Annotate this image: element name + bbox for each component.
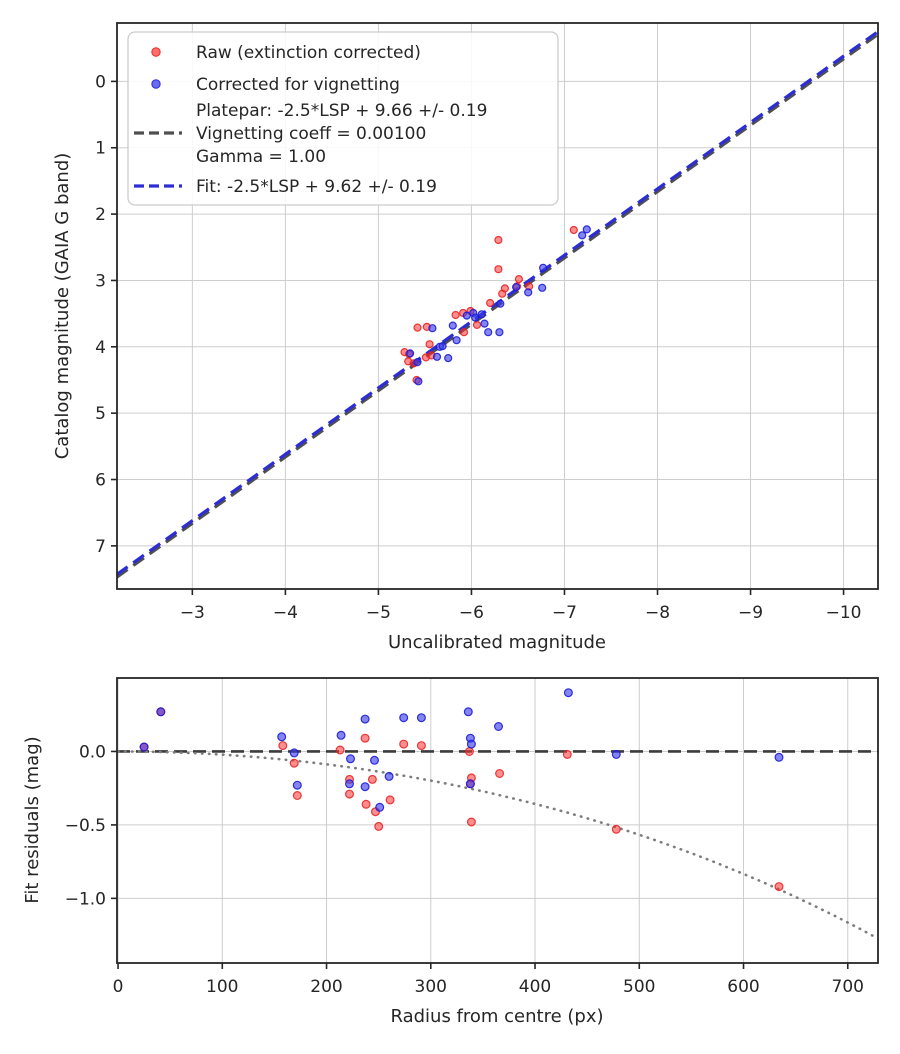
model-lines xyxy=(117,751,878,938)
x-tick-label: −10 xyxy=(825,603,862,623)
blue-point xyxy=(293,781,301,789)
red-point xyxy=(461,329,468,336)
x-tick-label: −3 xyxy=(179,603,205,623)
red-point xyxy=(369,776,377,784)
blue-point xyxy=(371,756,379,764)
blue-point xyxy=(467,780,475,788)
y-tick-label: 7 xyxy=(95,536,106,557)
blue-point xyxy=(157,708,165,716)
red-point xyxy=(487,300,494,307)
x-tick-label: 0 xyxy=(112,977,124,997)
blue-point xyxy=(278,733,286,741)
axis-ticks xyxy=(65,742,864,997)
blue-point xyxy=(414,359,421,366)
y-tick-label: 6 xyxy=(95,470,106,491)
red-point xyxy=(474,321,481,328)
blue-point xyxy=(472,314,479,321)
legend xyxy=(128,32,558,205)
blue-point xyxy=(347,755,355,763)
blue-point xyxy=(497,300,504,307)
y-tick-label: 2 xyxy=(95,205,106,226)
x-axis-label: Radius from centre (px) xyxy=(390,1006,604,1027)
raw-marker-icon xyxy=(152,48,160,56)
red-point xyxy=(570,227,577,234)
red-point xyxy=(495,237,502,244)
y-tick-label: 0 xyxy=(95,72,106,93)
red-point xyxy=(612,825,620,833)
blue-point xyxy=(540,264,547,271)
y-tick-label: 3 xyxy=(95,271,106,292)
blue-point xyxy=(439,343,446,350)
blue-point xyxy=(453,337,460,344)
red-point xyxy=(346,790,354,798)
series-red xyxy=(401,227,577,384)
legend-platepar-line3: Gamma = 1.00 xyxy=(196,147,327,167)
x-tick-label: 500 xyxy=(623,977,656,997)
y-tick-label: −0.5 xyxy=(64,815,106,836)
blue-point xyxy=(478,311,485,318)
red-point xyxy=(426,341,433,348)
y-axis-label: Fit residuals (mag) xyxy=(22,736,43,904)
vignetting-model-curve xyxy=(118,752,877,939)
series-blue xyxy=(140,689,783,811)
blue-point xyxy=(445,355,452,362)
x-tick-label: 300 xyxy=(414,977,448,997)
red-point xyxy=(279,742,287,750)
series-red xyxy=(140,708,783,891)
blue-point xyxy=(583,226,590,233)
blue-point xyxy=(415,378,422,385)
y-tick-label: 4 xyxy=(95,337,106,358)
red-point xyxy=(468,818,476,826)
blue-point xyxy=(361,783,369,791)
blue-point xyxy=(140,743,148,751)
x-tick-label: −4 xyxy=(272,603,298,623)
plot-frame xyxy=(117,678,878,963)
y-tick-label: 0.0 xyxy=(78,742,106,763)
red-point xyxy=(336,746,344,754)
x-tick-label: −7 xyxy=(551,603,578,623)
blue-point xyxy=(429,325,436,332)
blue-point xyxy=(434,353,441,360)
x-tick-label: −5 xyxy=(365,603,391,623)
legend-corrected-label: Corrected for vignetting xyxy=(196,75,400,95)
red-point xyxy=(563,751,571,759)
blue-point xyxy=(361,715,369,723)
magnitude-fit-chart xyxy=(52,23,878,653)
blue-point xyxy=(385,773,393,781)
red-point xyxy=(418,742,426,750)
blue-point xyxy=(481,320,488,327)
red-point xyxy=(293,792,301,800)
legend-raw-label: Raw (extinction corrected) xyxy=(196,43,421,63)
blue-point xyxy=(407,350,414,357)
red-point xyxy=(775,883,783,891)
legend-platepar-line1: Platepar: -2.5*LSP + 9.66 +/- 0.19 xyxy=(196,101,488,121)
x-tick-label: 400 xyxy=(518,977,552,997)
blue-point xyxy=(525,289,532,296)
blue-point xyxy=(346,780,354,788)
x-tick-label: −9 xyxy=(738,603,764,623)
red-point xyxy=(400,740,408,748)
red-point xyxy=(361,734,369,742)
x-axis-label: Uncalibrated magnitude xyxy=(387,632,607,653)
red-point xyxy=(496,770,504,778)
red-point xyxy=(501,285,508,292)
red-point xyxy=(362,800,370,808)
blue-point xyxy=(337,731,345,739)
legend-platepar-line2: Vignetting coeff = 0.00100 xyxy=(196,124,427,144)
blue-point xyxy=(485,329,492,336)
blue-point xyxy=(376,803,384,811)
residuals-chart xyxy=(22,678,878,1027)
blue-point xyxy=(495,723,503,731)
red-point xyxy=(515,276,522,283)
red-point xyxy=(290,759,298,767)
blue-point xyxy=(400,714,408,722)
blue-point xyxy=(449,322,456,329)
x-tick-label: −6 xyxy=(458,603,484,623)
y-tick-label: 1 xyxy=(95,138,106,159)
blue-point xyxy=(496,329,503,336)
x-tick-label: 200 xyxy=(310,977,343,997)
red-point xyxy=(466,748,474,756)
blue-point xyxy=(464,708,472,716)
red-point xyxy=(375,823,383,831)
red-point xyxy=(452,312,459,319)
blue-point xyxy=(290,749,298,757)
blue-point xyxy=(612,751,620,759)
corrected-marker-icon xyxy=(152,80,160,88)
x-tick-label: 600 xyxy=(727,977,760,997)
scatter-points xyxy=(140,689,783,891)
red-point xyxy=(414,324,421,331)
legend-fit-label: Fit: -2.5*LSP + 9.62 +/- 0.19 xyxy=(196,177,437,197)
blue-point xyxy=(418,714,426,722)
blue-point xyxy=(539,284,546,291)
y-tick-label: −1.0 xyxy=(64,889,106,910)
x-tick-label: −8 xyxy=(644,603,671,623)
x-tick-label: 700 xyxy=(831,977,864,997)
blue-point xyxy=(775,753,783,761)
y-axis-label: Catalog magnitude (GAIA G band) xyxy=(52,152,73,460)
x-tick-label: 100 xyxy=(206,977,239,997)
series-blue xyxy=(407,226,591,385)
red-point xyxy=(386,796,394,804)
blue-point xyxy=(513,284,520,291)
gridlines xyxy=(117,678,878,963)
blue-point xyxy=(565,689,573,697)
red-point xyxy=(495,266,502,273)
y-tick-label: 5 xyxy=(95,404,106,425)
blue-point xyxy=(468,740,476,748)
